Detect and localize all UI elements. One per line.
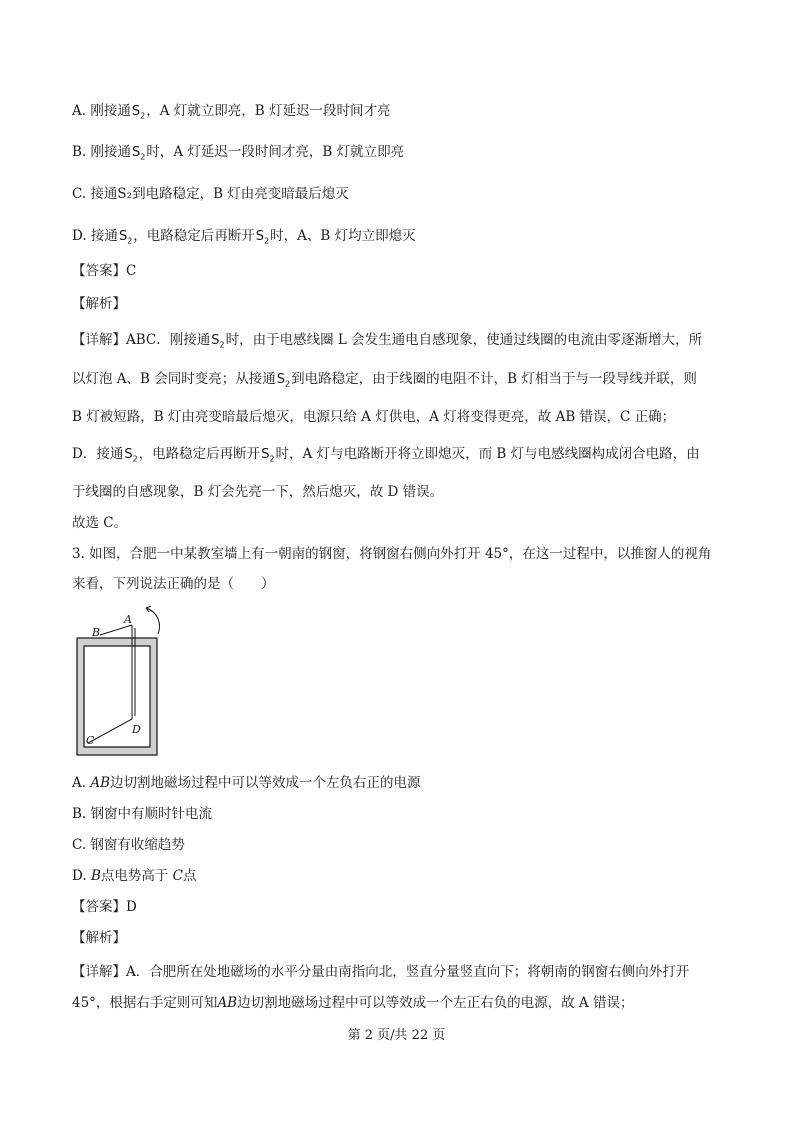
analysis-label-q2: 【解析】 [72,296,126,312]
option-q2-c [72,184,349,204]
s2-symbol: $S_2$ [118,229,133,246]
option-text: ，电路稳定后再断开 [133,228,255,244]
detail-q2-line6: 故选 C。 [72,515,128,531]
window-figure [70,598,182,763]
label-c: C [86,734,95,747]
answer-value: C [126,263,137,279]
detail-q3-line2: 45°，根据右手定则可知AB边切割地磁场过程中可以等效成一个左正右负的电源，故 A 错误； [72,995,634,1011]
answer-label: 【答案】 [72,899,126,915]
option-text: B. 刚接通 [72,144,132,160]
option-q3-b: B. 钢窗中有顺时针电流 [72,806,213,822]
answer-value: D [126,899,137,915]
rotation-arrow-icon [146,608,160,634]
option-q2-b [72,142,404,168]
s2-symbol: $S_2$ [261,447,275,464]
s2-symbol: $S_2$ [211,333,225,350]
detail-q2-line4: D．接通$S_2$，电路稳定后再断开$S_2$时，A 灯与电路断开将立即熄灭，而 B 灯与电感线圈构成闭合电路，由 [72,446,700,464]
question3-line2: 来看，下列说法正确的是（ ） [72,576,275,592]
detail-q3-line1: 【详解】A．合肥所在处地磁场的水平分量由南指向北，竖直分量竖直向下；将朝南的钢窗右侧向外打开 [72,964,690,980]
option-q2-d [72,226,416,252]
label-d: D [132,723,141,736]
option-q3-a: A. AB边切割地磁场过程中可以等效成一个左负右正的电源 [72,775,421,791]
detail-q2-line1: 【详解】ABC．刚接通$S_2$时，由于电感线圈 L 会发生通电自感现象，使通过线圈的电流由零逐渐增大，所 [72,332,703,350]
detail-q2-line2: 以灯泡 A、B 会同时变亮；从接通$S_2$到电路稳定，由于线圈的电阻不计，B 灯相当于与一段导线并联，则 [72,371,697,389]
s2-symbol: $S_2$ [131,104,146,121]
detail-q2-line3: B 灯被短路，B 灯由亮变暗最后熄灭，电源只给 A 灯供电，A 灯将变得更亮，故 AB 错误，C 正确； [72,409,676,425]
s2-symbol: $S_2$ [124,447,138,464]
label-b: B [92,626,101,639]
answer-q2 [72,261,136,281]
option-q3-c: C. 钢窗有收缩趋势 [72,837,185,853]
option-text: D. 接通 [72,228,118,244]
option-text: A. 刚接通 [72,103,131,119]
option-text: 时，A 灯延迟一段时间才亮，B 灯就立即亮 [146,144,405,160]
edge-ab [100,625,132,635]
s2-symbol: $S_2$ [276,372,291,389]
analysis-label-q3: 【解析】 [72,930,126,946]
question3-line1: 3. 如图，合肥一中某教室墙上有一朝南的钢窗，将钢窗右侧向外打开 45°，在这一过程中，以推窗人的视角 [72,546,712,562]
option-text: ，A 灯就立即亮，B 灯延迟一段时间才亮 [146,103,391,119]
option-text: 时，A、B 灯均立即熄灭 [270,228,416,244]
page-footer: 第 2 页/共 22 页 [347,1028,446,1043]
option-q3-d: D. B点电势高于 C点 [72,868,197,884]
detail-q2-line5: 于线圈的自感现象，B 灯会先亮一下，然后熄灭，故 D 错误。 [72,484,444,500]
s2-symbol: $S_2$ [132,145,146,162]
s2-symbol: $S_2$ [255,229,270,246]
answer-q3 [72,897,137,917]
option-text: C. 接通S₂到电路稳定，B 灯由亮变暗最后熄灭 [72,186,349,202]
answer-label: 【答案】 [72,263,126,279]
option-q2-a [72,101,390,127]
label-a: A [124,613,132,626]
